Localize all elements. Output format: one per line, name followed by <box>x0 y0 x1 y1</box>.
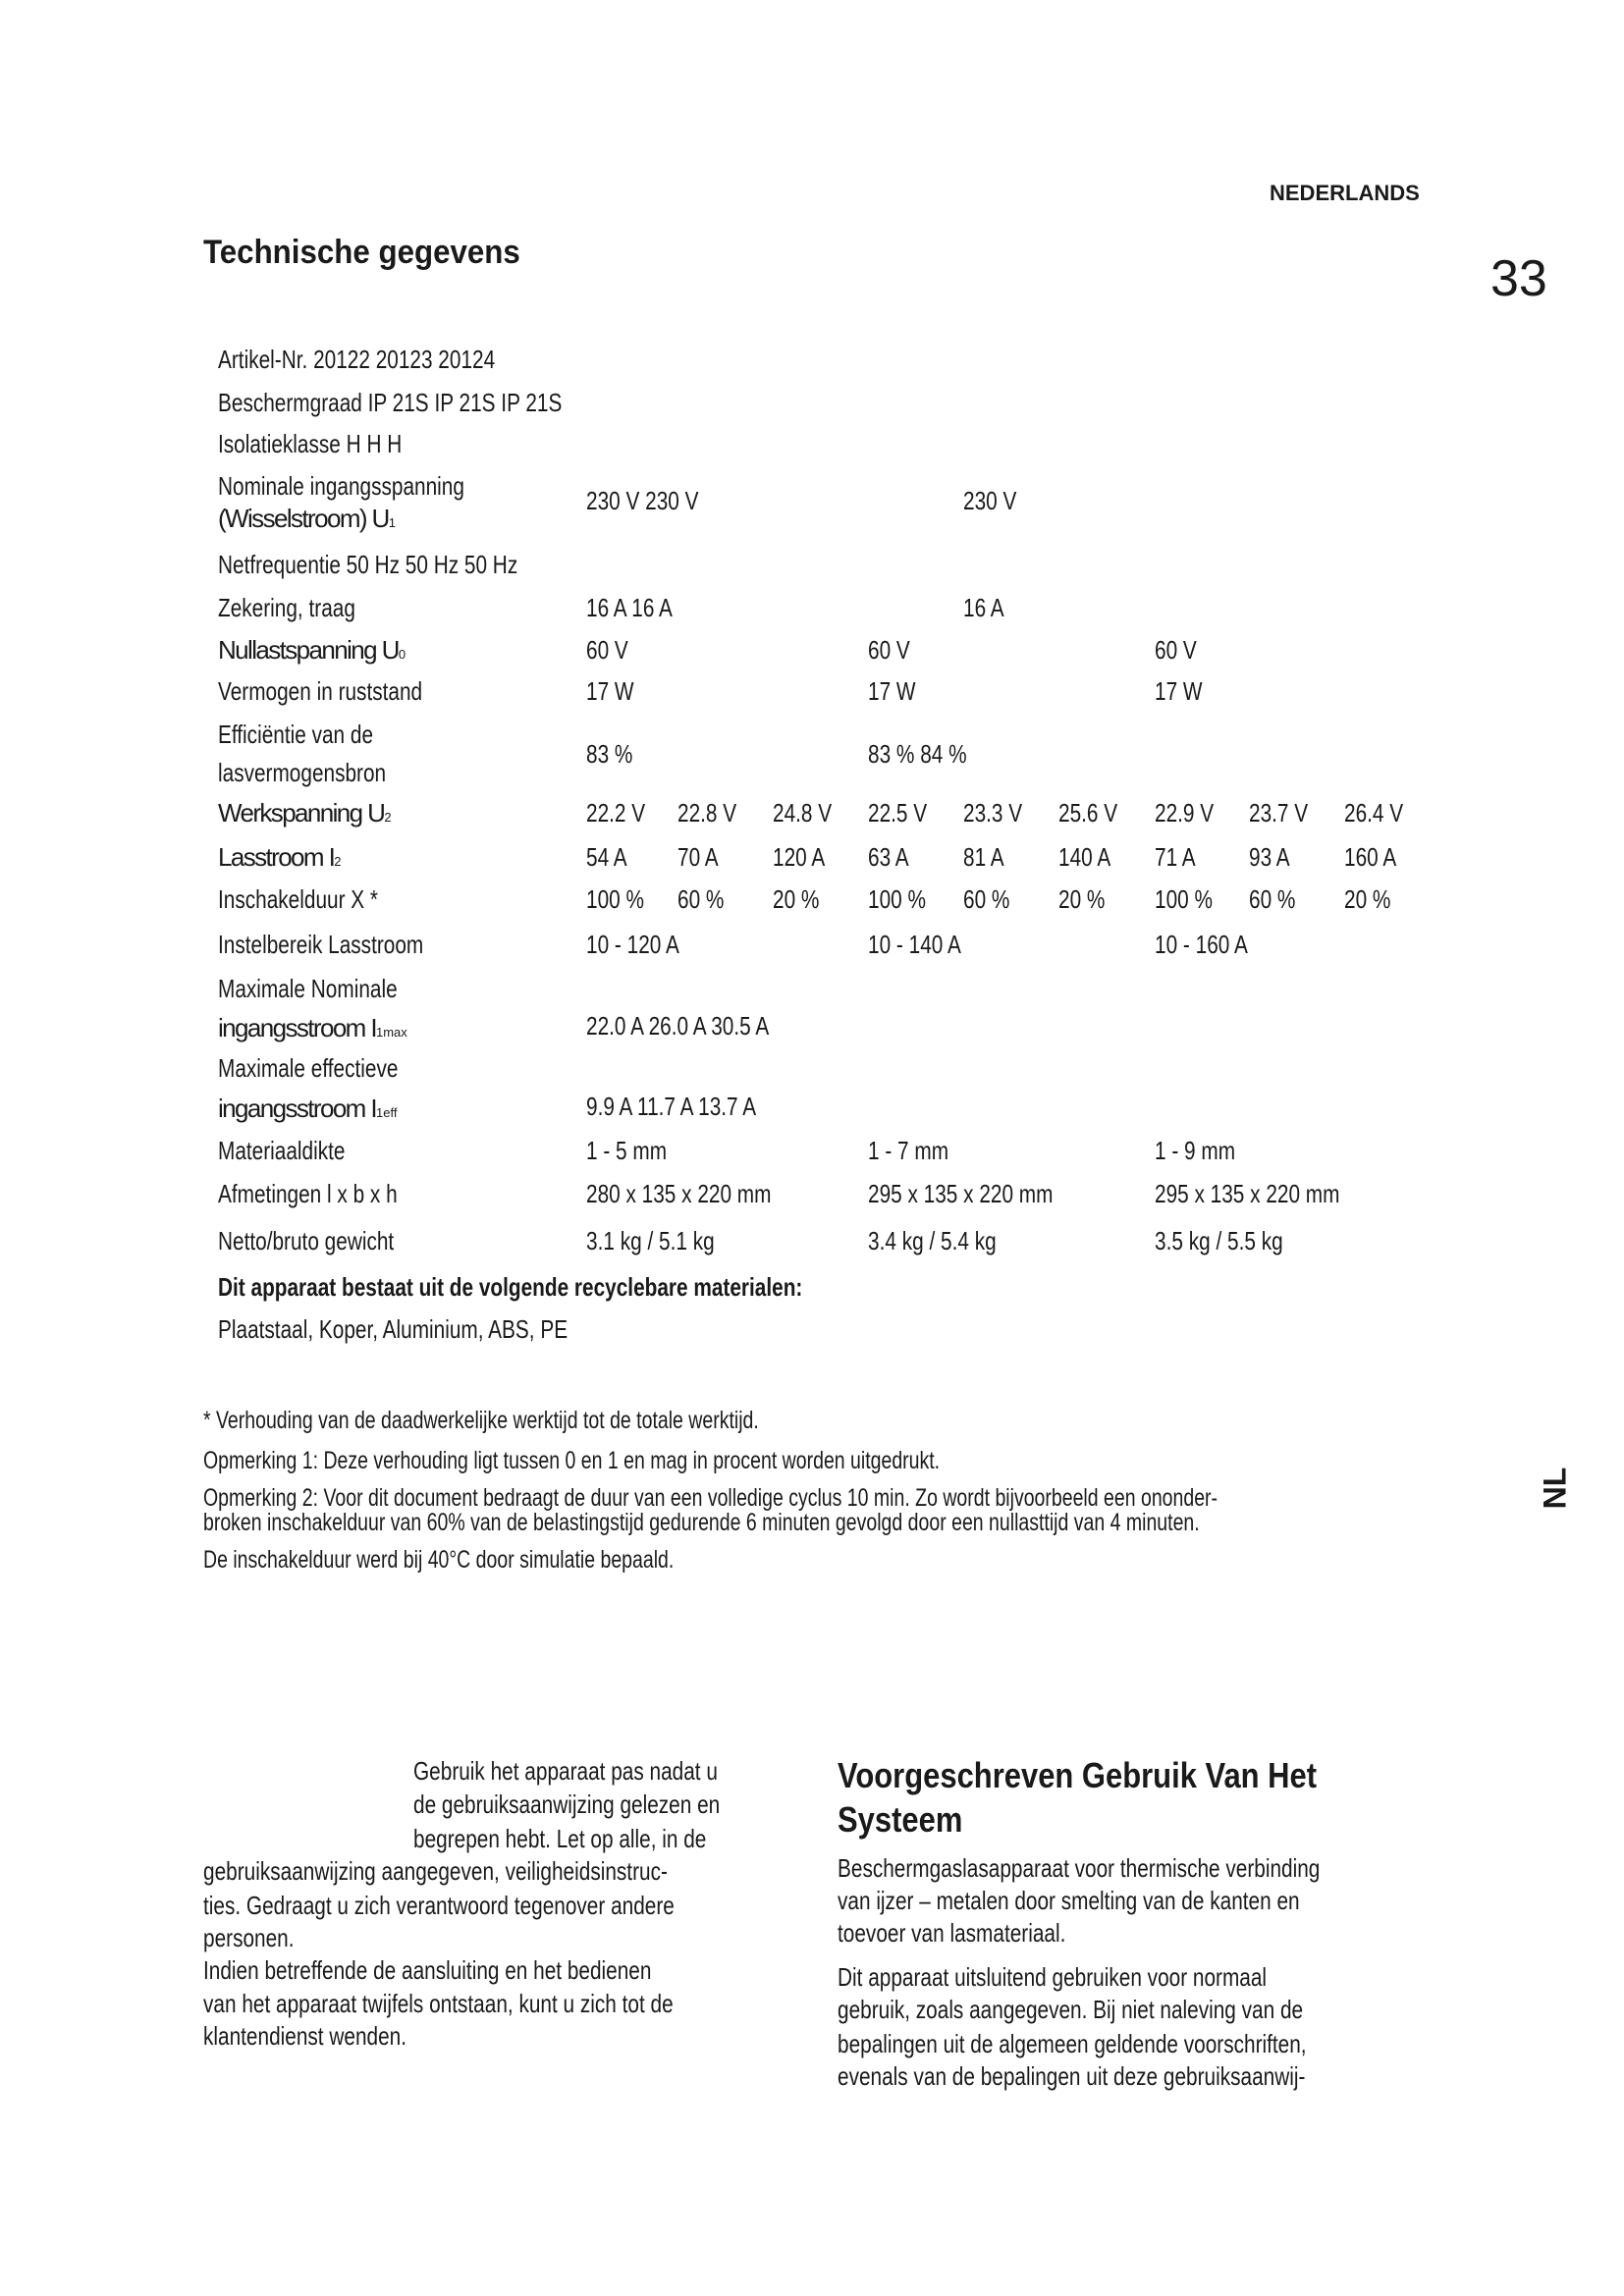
spec-value-text: 120 A <box>773 842 826 872</box>
body-text-line <box>413 1826 780 1851</box>
spec-value <box>586 932 703 957</box>
spec-value-text: 230 V 230 V <box>586 486 699 515</box>
body-text-line-text: gebruiksaanwijzing aangegeven, veiligheidsinstruc- <box>203 1856 668 1886</box>
footnote-line <box>203 1511 1481 1535</box>
spec-value <box>963 800 1037 826</box>
body-text-line <box>203 1858 784 1884</box>
spec-label-text: Maximale effectieve <box>218 1053 399 1083</box>
spec-label <box>218 678 473 704</box>
spec-label <box>218 800 392 826</box>
recycle-heading <box>218 1274 948 1300</box>
spec-label-text: Materiaaldikte <box>218 1136 346 1165</box>
spec-label <box>218 390 648 415</box>
body-text-line-text: begrepen hebt. Let op alle, in de <box>413 1824 707 1853</box>
body-text-line <box>838 1920 1122 1946</box>
spec-value-text: 100 % <box>586 884 644 914</box>
spec-value <box>1155 1228 1315 1254</box>
spec-label <box>218 637 406 663</box>
body-text-line <box>203 1925 317 1950</box>
spec-value <box>868 844 919 870</box>
body-text-line-text: ties. Gedraagt u zich verantwoord tegenover andere <box>203 1891 675 1920</box>
spec-label-line2-text: ingangsstroom I <box>218 1094 376 1123</box>
recycle-heading-text: Dit apparaat bestaat uit de volgende recyclebare materialen: <box>218 1272 803 1302</box>
section-title-line-text: Systeem <box>838 1799 963 1840</box>
spec-value-text: 63 A <box>868 842 909 872</box>
spec-label-text: Vermogen in ruststand <box>218 676 423 706</box>
spec-value-text: 295 x 135 x 220 mm <box>868 1179 1054 1208</box>
spec-value <box>963 886 1021 912</box>
subscript: 2 <box>384 810 392 825</box>
spec-value <box>586 741 644 767</box>
spec-value-text: 230 V <box>963 486 1017 515</box>
spec-label <box>218 721 412 747</box>
body-text-line <box>838 1964 1374 1990</box>
spec-label-text: Afmetingen l x b x h <box>218 1179 398 1208</box>
subscript: 1eff <box>375 1105 398 1120</box>
spec-value <box>1249 800 1323 826</box>
spec-value <box>586 1138 687 1163</box>
body-text-line <box>838 2031 1424 2056</box>
side-tab-nl: NL <box>1537 1467 1573 1510</box>
spec-value <box>1155 1138 1256 1163</box>
spec-label <box>218 1055 443 1081</box>
spec-value <box>586 1181 818 1206</box>
spec-value-text: 16 A <box>963 593 1004 622</box>
spec-value <box>1058 844 1124 870</box>
body-text-line <box>203 2023 458 2049</box>
body-text-line <box>203 1893 792 1918</box>
footnote-line-text: De inschakelduur werd bij 40°C door simulatie bepaald. <box>203 1546 675 1574</box>
spec-value-text: 3.5 kg / 5.5 kg <box>1155 1226 1283 1255</box>
subscript: 2 <box>334 854 342 869</box>
body-text-line <box>838 2063 1423 2089</box>
footnote-line <box>203 1449 1148 1473</box>
spec-value <box>1155 800 1228 826</box>
body-text-line-text: van het apparaat twijfels ontstaan, kunt u zich tot de <box>203 1989 674 2018</box>
spec-value <box>1155 844 1206 870</box>
spec-value <box>677 800 751 826</box>
spec-value-text: 3.4 kg / 5.4 kg <box>868 1226 997 1255</box>
footnote-line <box>203 1548 807 1573</box>
spec-value <box>773 800 846 826</box>
language-label: NEDERLANDS <box>1270 181 1420 205</box>
spec-value <box>586 595 694 620</box>
spec-value-text: 81 A <box>963 842 1004 872</box>
spec-value-text: 83 % 84 % <box>868 739 967 769</box>
spec-value-text: 1 - 5 mm <box>586 1136 668 1165</box>
recycle-materials <box>218 1316 655 1342</box>
spec-value <box>868 932 985 957</box>
spec-value <box>1249 844 1300 870</box>
spec-value-text: 22.5 V <box>868 798 928 828</box>
spec-label-line2 <box>218 1095 397 1121</box>
spec-label-line2-text: lasvermogensbron <box>218 758 387 787</box>
spec-value <box>868 678 928 704</box>
spec-value-text: 54 A <box>586 842 627 872</box>
spec-value-text: 100 % <box>868 884 926 914</box>
footnote-line <box>203 1409 915 1433</box>
spec-value-text: 60 % <box>677 884 725 914</box>
spec-label-line2-text: (Wisselstroom) U <box>218 504 389 533</box>
spec-value-text: 93 A <box>1249 842 1290 872</box>
spec-label-text: Instelbereik Lasstroom <box>218 930 424 959</box>
spec-value <box>1058 886 1116 912</box>
spec-value-text: 9.9 A 11.7 A 13.7 A <box>586 1092 757 1121</box>
spec-value <box>1155 637 1208 663</box>
body-text-line <box>838 1855 1440 1881</box>
spec-label <box>218 473 526 499</box>
body-text-line-text: Dit apparaat uitsluitend gebruiken voor normaal <box>838 1962 1268 1992</box>
spec-value <box>773 886 831 912</box>
spec-value-text: 295 x 135 x 220 mm <box>1155 1179 1340 1208</box>
body-text-line-text: de gebruiksaanwijzing gelezen en <box>413 1789 721 1819</box>
spec-value-text: 26.4 V <box>1344 798 1404 828</box>
spec-value <box>868 1181 1100 1206</box>
spec-value-text: 22.8 V <box>677 798 737 828</box>
spec-value-text: 10 - 140 A <box>868 930 961 959</box>
spec-value-text: 71 A <box>1155 842 1196 872</box>
spec-value <box>586 1228 746 1254</box>
spec-value-text: 16 A 16 A <box>586 593 673 622</box>
spec-value-text: 160 A <box>1344 842 1397 872</box>
spec-value-text: 24.8 V <box>773 798 833 828</box>
spec-value <box>1344 800 1418 826</box>
spec-value <box>586 637 639 663</box>
body-text-line-text: Gebruik het apparaat pas nadat u <box>413 1756 718 1786</box>
spec-label-text: Zekering, traag <box>218 593 355 622</box>
spec-label-text: Netfrequentie 50 Hz 50 Hz 50 Hz <box>218 550 518 579</box>
spec-value <box>586 844 637 870</box>
spec-value-text: 22.0 A 26.0 A 30.5 A <box>586 1011 770 1041</box>
spec-value-text: 17 W <box>586 676 634 706</box>
spec-value <box>773 844 839 870</box>
spec-label-line2 <box>218 760 428 785</box>
spec-value-text: 140 A <box>1058 842 1111 872</box>
spec-value-text: 23.7 V <box>1249 798 1309 828</box>
body-text-line-text: van ijzer – metalen door smelting van de kanten en <box>838 1886 1300 1915</box>
spec-label <box>218 552 593 577</box>
spec-value-text: 3.1 kg / 5.1 kg <box>586 1226 715 1255</box>
page-title <box>203 236 548 269</box>
body-text-line-text: Indien betreffende de aansluiting en het bedienen <box>203 1955 652 1985</box>
body-text-line-text: evenals van de bepalingen uit deze gebruiksaanwij- <box>838 2061 1306 2091</box>
spec-value <box>586 678 646 704</box>
spec-label <box>218 431 448 456</box>
spec-label <box>218 347 565 372</box>
spec-value-text: 60 % <box>963 884 1010 914</box>
spec-value <box>1155 1181 1386 1206</box>
spec-label <box>218 976 442 1001</box>
spec-value-text: 22.2 V <box>586 798 646 828</box>
spec-value-text: 10 - 160 A <box>1155 930 1248 959</box>
spec-label-text: Werkspanning U <box>218 798 385 828</box>
spec-value <box>586 1013 815 1039</box>
spec-value <box>1155 932 1272 957</box>
spec-value-text: 60 V <box>1155 635 1197 665</box>
spec-value-text: 60 V <box>868 635 910 665</box>
spec-value-text: 17 W <box>1155 676 1203 706</box>
body-text-line <box>838 1997 1420 2022</box>
spec-value <box>963 595 1014 620</box>
spec-value-text: 60 V <box>586 635 628 665</box>
subscript: 0 <box>398 647 406 662</box>
footnote-line-text: * Verhouding van de daadwerkelijke werktijd tot de totale werktijd. <box>203 1407 759 1434</box>
spec-value <box>868 637 921 663</box>
spec-value-text: 23.3 V <box>963 798 1023 828</box>
spec-value-text: 1 - 9 mm <box>1155 1136 1236 1165</box>
spec-value-text: 83 % <box>586 739 633 769</box>
spec-label <box>218 1181 442 1206</box>
body-text-line <box>203 1991 790 2016</box>
spec-label-text: Beschermgraad IP 21S IP 21S IP 21S <box>218 388 563 417</box>
spec-value <box>1344 886 1402 912</box>
subscript: 1 <box>388 515 396 530</box>
spec-label-text: Maximale Nominale <box>218 974 398 1003</box>
spec-label-text: Lasstroom I <box>218 842 335 872</box>
spec-label-text: Isolatieklasse H H H <box>218 429 403 458</box>
footnote-line <box>203 1486 1503 1511</box>
body-text-line <box>413 1791 796 1817</box>
spec-value <box>868 1138 969 1163</box>
spec-label <box>218 1228 438 1254</box>
spec-value <box>586 800 660 826</box>
footnote-line-text: broken inschakelduur van 60% van de belastingstijd gedurende 6 minuten gevolgd door een nullasttijd van 4 minuten. <box>203 1509 1200 1536</box>
spec-value <box>1155 678 1215 704</box>
spec-value-text: 22.9 V <box>1155 798 1215 828</box>
spec-label-line2 <box>218 506 396 531</box>
spec-label-text: Nominale ingangsspanning <box>218 471 464 501</box>
spec-value <box>677 844 729 870</box>
section-title-line-text: Voorgeschreven Gebruik Van Het <box>838 1755 1318 1795</box>
spec-value-text: 60 % <box>1249 884 1296 914</box>
spec-value <box>586 488 727 513</box>
spec-value <box>963 488 1030 513</box>
body-text-line <box>413 1758 793 1784</box>
page-number: 33 <box>1490 250 1547 307</box>
spec-label <box>218 886 418 912</box>
body-text-line-text: gebruik, zoals aangegeven. Bij niet naleving van de <box>838 1995 1304 2024</box>
spec-value <box>868 1228 1028 1254</box>
footnote-line-text: Opmerking 1: Deze verhouding ligt tussen 0 en 1 en mag in procent worden uitgedrukt. <box>203 1447 941 1474</box>
spec-label-line2-text: ingangsstroom I <box>218 1013 376 1042</box>
body-text-line-text: klantendienst wenden. <box>203 2021 406 2051</box>
body-text-line-text: toevoer van lasmateriaal. <box>838 1918 1066 1948</box>
spec-label <box>218 844 341 870</box>
spec-label-text: Efficiëntie van de <box>218 720 374 749</box>
spec-value-text: 20 % <box>1344 884 1391 914</box>
spec-value <box>1344 844 1410 870</box>
spec-value-text: 20 % <box>1058 884 1106 914</box>
spec-value-text: 20 % <box>773 884 820 914</box>
section-title-line <box>838 1755 1395 1795</box>
spec-value-text: 25.6 V <box>1058 798 1118 828</box>
spec-value <box>868 741 992 767</box>
recycle-materials-text: Plaatstaal, Koper, Aluminium, ABS, PE <box>218 1314 568 1344</box>
spec-value-text: 70 A <box>677 842 719 872</box>
section-title-line <box>838 1799 983 1840</box>
spec-value <box>677 886 735 912</box>
body-text-line-text: bepalingen uit de algemeen geldende voorschriften, <box>838 2029 1307 2058</box>
spec-value <box>868 800 942 826</box>
footnote-line-text: Opmerking 2: Voor dit document bedraagt de duur van een volledige cyclus 10 min. Zo wordt bijvoorbeeld een ononder- <box>203 1484 1218 1512</box>
spec-label <box>218 595 390 620</box>
spec-value <box>1058 800 1132 826</box>
spec-value <box>1249 886 1307 912</box>
spec-value-text: 10 - 120 A <box>586 930 679 959</box>
spec-value-text: 1 - 7 mm <box>868 1136 949 1165</box>
page-title-text: Technische gegevens <box>203 234 520 271</box>
spec-value-text: 100 % <box>1155 884 1213 914</box>
subscript: 1max <box>375 1025 407 1040</box>
spec-value <box>868 886 941 912</box>
body-text-line <box>203 1957 764 1983</box>
spec-label-text: Netto/bruto gewicht <box>218 1226 395 1255</box>
body-text-line <box>838 1888 1415 1913</box>
spec-value <box>586 1094 798 1119</box>
spec-value <box>586 886 659 912</box>
spec-label-text: Nullastspanning U <box>218 635 399 665</box>
spec-value-text: 280 x 135 x 220 mm <box>586 1179 772 1208</box>
spec-label-text: Artikel-Nr. 20122 20123 20124 <box>218 345 496 374</box>
spec-label <box>218 932 475 957</box>
spec-value-text: 17 W <box>868 676 916 706</box>
body-text-line-text: personen. <box>203 1923 295 1952</box>
spec-label-line2 <box>218 1015 407 1041</box>
spec-label-text: Inschakelduur X * <box>218 884 379 914</box>
spec-value <box>1155 886 1227 912</box>
spec-value <box>963 844 1014 870</box>
spec-label <box>218 1138 377 1163</box>
body-text-line-text: Beschermgaslasapparaat voor thermische verbinding <box>838 1853 1321 1883</box>
